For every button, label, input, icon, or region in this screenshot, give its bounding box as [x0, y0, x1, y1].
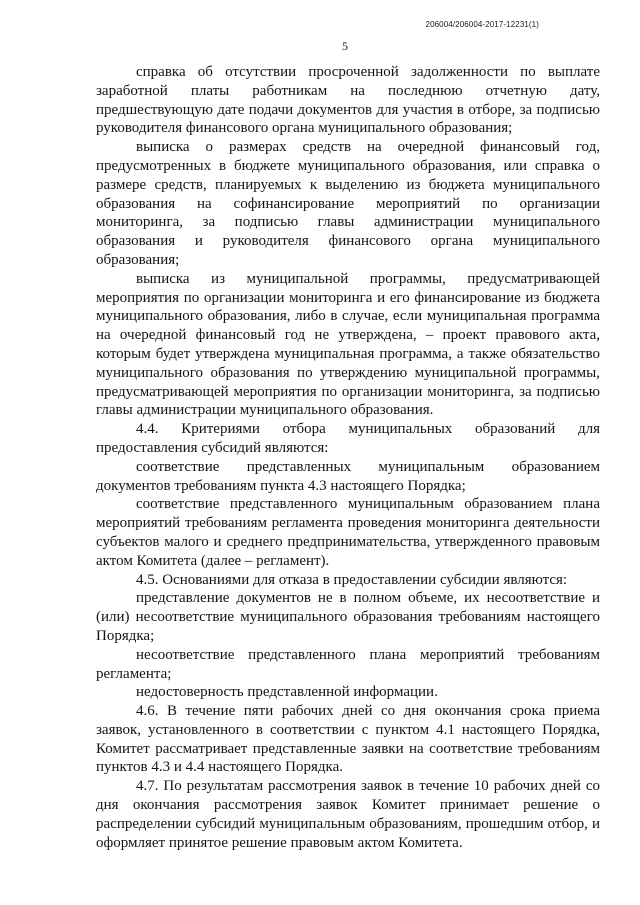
paragraph-budget-extract: выписка о размерах средств на очередной финансовый год, предусмотренных в бюджете муниципального образования, или справка о размере средств, планируемых к выделению из бюджета муниципального образования на софинансирование мероприятий по организации мониторинга, за подписью главы администрации муниципального образования и руководителя финансового органа муниципального образования; [96, 139, 600, 268]
paragraph-plan-noncompliance: несоответствие представленного плана мероприятий требованиям регламента; [96, 646, 600, 682]
paragraph-4-6-review: 4.6. В течение пяти рабочих дней со дня окончания срока приема заявок, установленного в соответствии с пунктом 4.1 настоящего Порядка, Комитет рассматривает представленные заявки на соответствие требованиям пунктов 4.3 и 4.4 настоящего Порядка. [96, 703, 600, 776]
document-id: 206004/206004-2017-12231(1) [425, 20, 539, 29]
paragraph-false-information: недостоверность представленной информации. [136, 684, 438, 701]
paragraph-documents-compliance: соответствие представленных муниципальным образованием документов требованиям пункта 4.3 настоящего Порядка; [96, 458, 600, 494]
document-body [96, 63, 600, 852]
paragraph-4-4-selection-criteria: 4.4. Критериями отбора муниципальных образований для предоставления субсидий являются: [96, 421, 600, 456]
paragraph-incomplete-documents: представление документов не в полном объеме, их несоответствие и (или) несоответствие муниципального образования требованиям настоящего Порядка; [96, 590, 600, 644]
paragraph-arrears-certificate: справка об отсутствии просроченной задолженности по выплате заработной платы работникам на последнюю отчетную дату, предшествующую дате подачи документов для участия в отборе, за подписью руководителя финансового органа муниципального образования; [96, 64, 600, 137]
paragraph-4-5-refusal-grounds: 4.5. Основаниями для отказа в предоставлении субсидии являются: [136, 571, 568, 588]
paragraph-plan-compliance: соответствие представленного муниципальным образованием плана мероприятий требованиям регламента проведения мониторинга деятельности субъектов малого и среднего предпринимательства, утвержденного правовым актом Комитета (далее – регламент). [96, 496, 600, 569]
paragraph-program-extract: выписка из муниципальной программы, предусматривающей мероприятия по организации мониторинга и его финансирование из бюджета муниципального образования, либо в случае, если муниципальная программа на очередной финансовый год не утверждена, – проект правового акта, которым будет утверждена муниципальная программа, а также обязательство муниципального образования по утверждению муниципальной программы, предусматривающей мероприятия по организации мониторинга, за подписью главы администрации муниципального образования. [96, 270, 600, 419]
page-number: 5 [342, 39, 348, 53]
paragraph-4-7-decision: 4.7. По результатам рассмотрения заявок в течение 10 рабочих дней со дня окончания рассмотрения заявок Комитет принимает решение о распределении субсидий муниципальным образованиям, прошедшим отбор, и оформляет принятое решение правовым актом Комитета. [96, 778, 600, 851]
